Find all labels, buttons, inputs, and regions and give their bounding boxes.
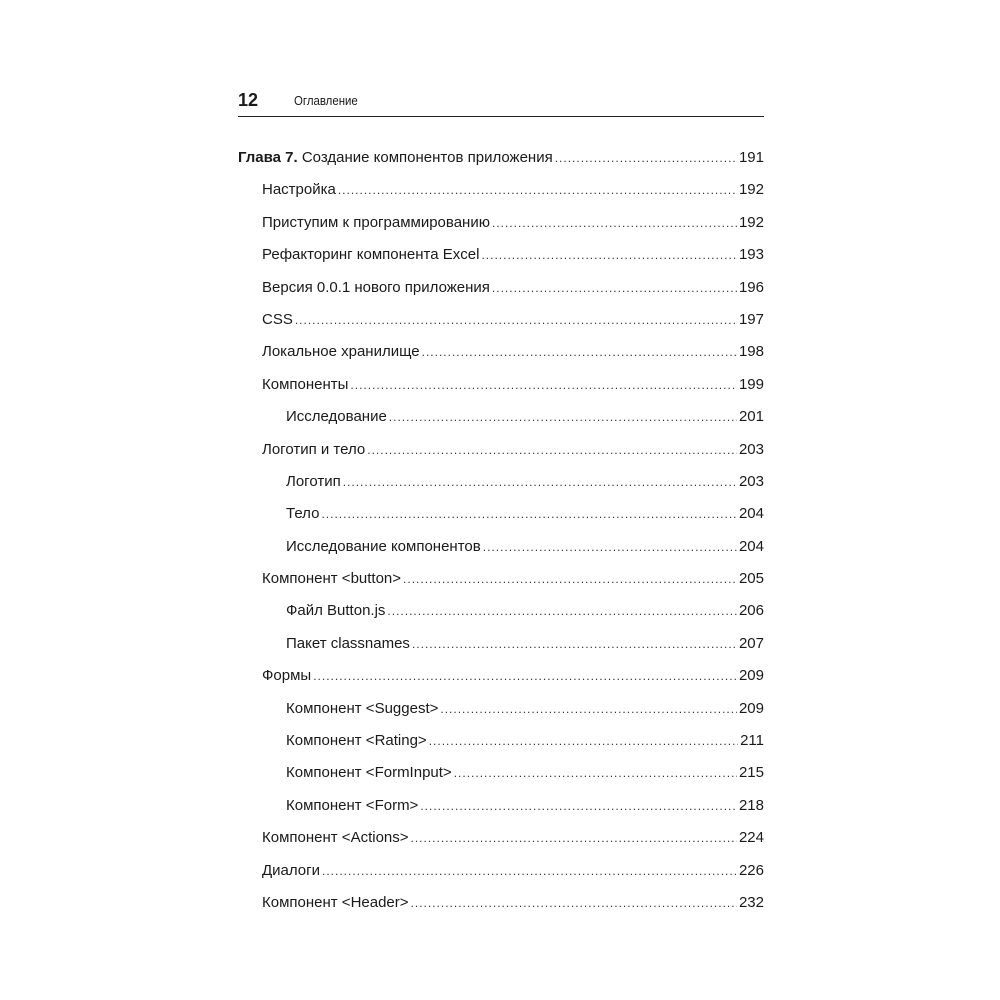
toc-entry-label: Рефакторинг компонента Excel (262, 246, 480, 264)
toc-entry-label: Логотип (286, 472, 341, 490)
dot-leader (389, 401, 737, 433)
toc-entry-title (262, 239, 479, 271)
toc-page-number: 226 (738, 861, 764, 879)
toc-page-number: 198 (738, 343, 764, 361)
toc-entry-title (286, 531, 481, 563)
toc-entry-title (238, 142, 553, 174)
toc-entry-title (262, 272, 490, 304)
toc-entry-label: Файл Button.js (286, 602, 386, 620)
toc-entry-title (286, 401, 387, 433)
toc-entry-title (286, 466, 341, 498)
toc-page-number: 215 (738, 764, 764, 782)
toc-page-number: 203 (738, 440, 764, 458)
running-title: Оглавление (294, 93, 358, 108)
toc-entry (238, 434, 764, 466)
toc-entry-label: Компоненты (262, 375, 349, 393)
chapter-number: Глава 7. (238, 149, 298, 166)
toc-entry-label: CSS (262, 310, 293, 328)
toc-entry-label: Настройка (262, 181, 336, 199)
toc-entry-label: Локальное хранилище (262, 343, 420, 361)
toc-page-number: 205 (738, 570, 764, 588)
toc-entry-label: Пакет classnames (286, 634, 410, 652)
toc-entry (238, 207, 764, 239)
dot-leader (454, 757, 737, 789)
toc-page-number: 218 (738, 796, 764, 814)
toc-entry-label: Компонент <Actions> (262, 829, 409, 847)
dot-leader (483, 531, 737, 563)
dot-leader (492, 272, 737, 304)
toc-entry-title (286, 725, 427, 757)
toc-page-number: 209 (738, 699, 764, 717)
toc-entry (238, 466, 764, 498)
toc-entry-title (286, 595, 385, 627)
dot-leader (313, 660, 737, 692)
toc-page-number: 193 (738, 246, 764, 264)
toc-page-number: 196 (738, 278, 764, 296)
toc-entry (238, 369, 764, 401)
toc-page-number: 201 (738, 408, 764, 426)
dot-leader (429, 725, 738, 757)
toc-page-number: 203 (738, 472, 764, 490)
toc-page-number: 204 (738, 505, 764, 523)
book-page (238, 88, 764, 911)
toc-entry-label: Компонент <Suggest> (286, 699, 439, 717)
toc-entry-label: Создание компонентов приложения (297, 149, 553, 166)
toc-entry-title (262, 855, 320, 887)
toc-page-number: 197 (738, 310, 764, 328)
toc-entry-label: Диалоги (262, 861, 320, 879)
dot-leader (481, 239, 737, 271)
dot-leader (322, 855, 737, 887)
toc-entry-title (262, 174, 336, 206)
dot-leader (422, 336, 737, 368)
toc-entry (238, 531, 764, 563)
toc-entry (238, 239, 764, 271)
dot-leader (295, 304, 737, 336)
toc-page-number: 192 (738, 181, 764, 199)
toc-entry-title (262, 563, 401, 595)
toc-entry (238, 272, 764, 304)
toc-entry (238, 887, 764, 919)
dot-leader (555, 142, 737, 174)
toc-entry (238, 660, 764, 692)
toc-entry (238, 693, 764, 725)
dot-leader (411, 887, 737, 919)
toc-entry (238, 563, 764, 595)
toc-entry (238, 757, 764, 789)
toc-entry-label: Компонент <button> (262, 570, 402, 588)
toc-entry (238, 174, 764, 206)
toc-entry (238, 790, 764, 822)
toc-entry-title (262, 304, 293, 336)
toc-page-number: 211 (740, 732, 764, 750)
toc-entry-title (286, 757, 452, 789)
toc-page-number: 199 (738, 375, 764, 393)
toc-entry-title (262, 369, 348, 401)
dot-leader (321, 498, 737, 530)
toc-page-number: 209 (738, 667, 764, 685)
dot-leader (387, 595, 737, 627)
toc-page-number: 191 (738, 149, 764, 166)
toc-page-number: 232 (738, 893, 764, 911)
toc-page-number: 206 (738, 602, 764, 620)
toc-entry (238, 595, 764, 627)
dot-leader (367, 434, 737, 466)
page-number: 12 (238, 90, 259, 110)
toc-entry-label: Формы (262, 667, 312, 685)
toc-page-number: 204 (738, 537, 764, 555)
toc-entry-label: Тело (286, 505, 320, 523)
toc-entry (238, 725, 764, 757)
toc-entry-title (262, 887, 409, 919)
toc-entry-label: Приступим к программированию (262, 213, 490, 231)
toc-entry-label: Версия 0.0.1 нового приложения (262, 278, 490, 296)
toc-entry (238, 822, 764, 854)
toc-page-number: 224 (738, 829, 764, 847)
toc-entry-title (286, 628, 410, 660)
dot-leader (440, 693, 737, 725)
toc-entry-title (262, 434, 365, 466)
toc-entry-title (262, 336, 420, 368)
toc-entry-label: Исследование (286, 408, 387, 426)
toc-entry-title (286, 693, 438, 725)
toc-entry-title (262, 207, 490, 239)
toc-entry (238, 855, 764, 887)
toc-entry-title (262, 822, 409, 854)
dot-leader (403, 563, 737, 595)
toc-entry (238, 142, 764, 174)
toc-entry (238, 628, 764, 660)
dot-leader (420, 790, 737, 822)
dot-leader (411, 822, 737, 854)
page-header (238, 88, 764, 117)
toc-entry-title (286, 790, 418, 822)
toc-page-number: 207 (738, 634, 764, 652)
toc-entry-label: Исследование компонентов (286, 537, 481, 555)
toc-entry-title (286, 498, 319, 530)
dot-leader (343, 466, 737, 498)
table-of-contents (238, 142, 764, 919)
toc-entry-label: Компонент <Form> (286, 796, 419, 814)
toc-entry (238, 336, 764, 368)
toc-entry-label: Компонент <Rating> (286, 732, 427, 750)
toc-entry-label: Логотип и тело (262, 440, 366, 458)
toc-entry-label: Компонент <FormInput> (286, 764, 452, 782)
toc-page-number: 192 (738, 213, 764, 231)
toc-entry (238, 304, 764, 336)
dot-leader (338, 174, 737, 206)
dot-leader (350, 369, 737, 401)
toc-entry-title (262, 660, 311, 692)
toc-entry (238, 498, 764, 530)
toc-entry-label: Компонент <Header> (262, 893, 409, 911)
toc-entry (238, 401, 764, 433)
dot-leader (412, 628, 737, 660)
dot-leader (492, 207, 737, 239)
